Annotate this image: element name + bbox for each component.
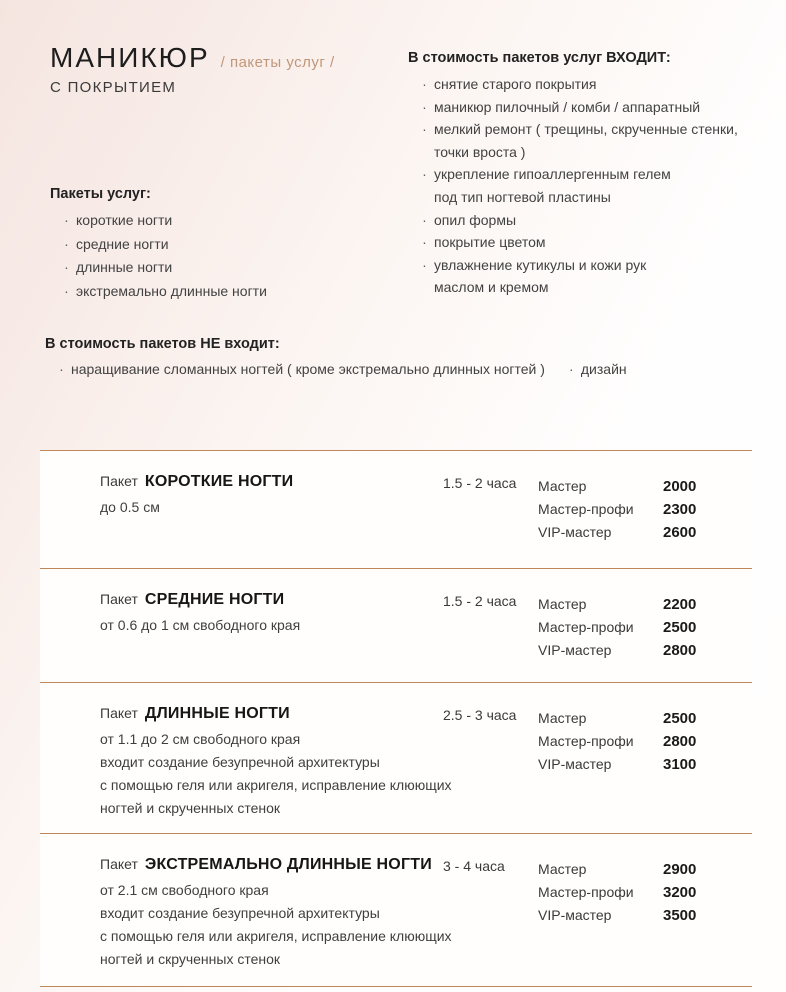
bullet-dot: · bbox=[422, 211, 427, 228]
list-item bbox=[408, 141, 780, 164]
list-item-text: под тип ногтевой пластины bbox=[434, 188, 611, 205]
bullet-dot: · bbox=[422, 166, 427, 183]
price-block bbox=[538, 858, 696, 927]
list-item-text: средние ногти bbox=[76, 235, 169, 252]
price-line bbox=[538, 593, 696, 616]
price-value: 3100 bbox=[663, 756, 697, 773]
package-prefix: Пакет bbox=[100, 705, 138, 721]
price-level: VIP-мастер bbox=[538, 907, 612, 923]
price-value: 2000 bbox=[663, 478, 697, 495]
package-name: СРЕДНИЕ НОГТИ bbox=[144, 591, 285, 608]
bullet-dot: · bbox=[422, 234, 427, 251]
price-level: VIP-мастер bbox=[538, 642, 612, 658]
list-item bbox=[408, 96, 780, 119]
price-line bbox=[538, 639, 696, 662]
title-tag: / пакеты услуг / bbox=[220, 54, 335, 71]
list-item-text: точки вроста ) bbox=[434, 143, 526, 160]
included-section bbox=[408, 50, 780, 299]
excluded-item: дизайн bbox=[580, 361, 627, 377]
price-line bbox=[538, 616, 696, 639]
price-level: Мастер bbox=[538, 710, 587, 726]
package-detail: от 0.6 до 1 см свободного края bbox=[100, 617, 301, 633]
package-detail: входит создание безупречной архитектуры bbox=[100, 754, 380, 770]
price-level: VIP-мастер bbox=[538, 524, 612, 540]
bullet-dot bbox=[418, 141, 431, 164]
list-item-text: укрепление гипоаллергенным гелем bbox=[434, 166, 671, 183]
bullet-dot: · bbox=[64, 212, 69, 228]
package-prefix: Пакет bbox=[100, 473, 138, 489]
bullet-dot: · bbox=[422, 121, 427, 138]
price-value: 2200 bbox=[663, 596, 697, 613]
list-item-text: снятие старого покрытия bbox=[434, 76, 597, 92]
price-level: VIP-мастер bbox=[538, 756, 612, 772]
excluded-section bbox=[45, 336, 765, 377]
package-duration: 2.5 - 3 часа bbox=[443, 707, 517, 723]
list-item-text: длинные ногти bbox=[76, 259, 173, 275]
package-detail: от 1.1 до 2 см свободного края bbox=[100, 731, 301, 747]
included-list bbox=[408, 73, 780, 299]
package-prefix: Пакет bbox=[100, 591, 138, 607]
list-item bbox=[408, 73, 780, 96]
price-value: 2600 bbox=[663, 524, 697, 541]
price-block bbox=[538, 707, 696, 776]
list-item-text: маникюр пилочный / комби / аппаратный bbox=[434, 98, 701, 115]
list-item-text: маслом и кремом bbox=[434, 279, 549, 296]
list-item-text: увлажнение кутикулы и кожи рук bbox=[434, 256, 647, 273]
table-row-extreme-long-nails bbox=[40, 833, 752, 986]
package-duration: 3 - 4 часа bbox=[443, 858, 505, 874]
table-row-long-nails bbox=[40, 682, 752, 833]
packages-heading: Пакеты услуг: bbox=[50, 186, 151, 202]
package-name: ЭКСТРЕМАЛЬНО ДЛИННЫЕ НОГТИ bbox=[144, 856, 432, 873]
price-line bbox=[538, 881, 696, 904]
price-value: 2500 bbox=[663, 710, 697, 727]
price-line bbox=[538, 858, 696, 881]
list-item-text: мелкий ремонт ( трещины, скрученные стенки, bbox=[434, 121, 738, 138]
list-item bbox=[50, 233, 390, 257]
price-level: Мастер bbox=[538, 596, 587, 612]
list-item-text: опил формы bbox=[434, 211, 517, 228]
list-item-text: экстремально длинные ногти bbox=[76, 282, 267, 299]
package-detail: до 0.5 см bbox=[100, 499, 160, 515]
package-name: ДЛИННЫЕ НОГТИ bbox=[144, 705, 290, 722]
price-level: Мастер-профи bbox=[538, 733, 634, 749]
excluded-item: наращивание сломанных ногтей ( кроме экстремально длинных ногтей ) bbox=[71, 361, 545, 377]
bullet-dot: · bbox=[64, 235, 69, 252]
list-item bbox=[408, 231, 780, 254]
price-value: 2900 bbox=[663, 861, 697, 878]
list-item bbox=[50, 256, 390, 280]
list-item bbox=[50, 209, 390, 233]
list-item-text: короткие ногти bbox=[76, 212, 173, 228]
packages-list bbox=[50, 209, 390, 303]
bullet-dot: · bbox=[422, 76, 427, 92]
package-duration: 1.5 - 2 часа bbox=[443, 593, 517, 609]
price-line bbox=[538, 753, 696, 776]
bullet-dot: · bbox=[569, 361, 574, 377]
price-line bbox=[538, 498, 696, 521]
list-item bbox=[50, 280, 390, 304]
package-detail: с помощью геля или акригеля, исправление клюющих bbox=[100, 928, 452, 944]
excluded-line bbox=[45, 361, 765, 377]
list-item bbox=[408, 163, 780, 186]
price-level: Мастер-профи bbox=[538, 619, 634, 635]
package-prefix: Пакет bbox=[100, 856, 138, 872]
package-duration: 1.5 - 2 часа bbox=[443, 475, 517, 491]
bullet-dot bbox=[418, 186, 431, 209]
price-value: 2800 bbox=[663, 642, 697, 659]
list-item bbox=[408, 276, 780, 299]
table-row-short-nails bbox=[40, 450, 752, 568]
price-level: Мастер-профи bbox=[538, 501, 634, 517]
table-row-medium-nails bbox=[40, 568, 752, 682]
price-block bbox=[538, 475, 696, 544]
list-item bbox=[408, 118, 780, 141]
page-title: МАНИКЮР bbox=[50, 42, 210, 73]
excluded-heading: В стоимость пакетов НЕ входит: bbox=[45, 336, 280, 352]
price-level: Мастер-профи bbox=[538, 884, 634, 900]
list-item bbox=[408, 186, 780, 209]
package-detail: ногтей и скрученных стенок bbox=[100, 800, 281, 816]
bullet-dot: · bbox=[64, 282, 69, 299]
package-detail: с помощью геля или акригеля, исправление клюющих bbox=[100, 777, 452, 793]
header bbox=[50, 42, 335, 96]
price-value: 2300 bbox=[663, 501, 697, 518]
price-line bbox=[538, 730, 696, 753]
bullet-dot: · bbox=[64, 259, 69, 275]
price-value: 3200 bbox=[663, 884, 697, 901]
package-detail: ногтей и скрученных стенок bbox=[100, 951, 281, 967]
package-detail: входит создание безупречной архитектуры bbox=[100, 905, 380, 921]
price-line bbox=[538, 904, 696, 927]
bullet-dot bbox=[418, 276, 431, 299]
price-level: Мастер bbox=[538, 861, 587, 877]
list-item-text: покрытие цветом bbox=[434, 234, 546, 251]
bullet-dot: · bbox=[59, 361, 64, 377]
packages-section bbox=[50, 186, 390, 303]
price-level: Мастер bbox=[538, 478, 587, 494]
price-value: 2800 bbox=[663, 733, 697, 750]
price-table bbox=[40, 450, 752, 987]
price-line bbox=[538, 475, 696, 498]
package-name: КОРОТКИЕ НОГТИ bbox=[144, 473, 294, 490]
list-item bbox=[408, 209, 780, 232]
bullet-dot: · bbox=[422, 256, 427, 273]
bullet-dot: · bbox=[422, 98, 427, 115]
package-detail: от 2.1 см свободного края bbox=[100, 882, 269, 898]
page-subtitle: С ПОКРЫТИЕМ bbox=[50, 79, 177, 96]
price-line bbox=[538, 521, 696, 544]
title-row bbox=[50, 42, 335, 74]
list-item bbox=[408, 254, 780, 277]
price-value: 2500 bbox=[663, 619, 697, 636]
price-line bbox=[538, 707, 696, 730]
price-block bbox=[538, 593, 696, 662]
price-value: 3500 bbox=[663, 907, 697, 924]
included-heading: В стоимость пакетов услуг ВХОДИТ: bbox=[408, 50, 671, 66]
